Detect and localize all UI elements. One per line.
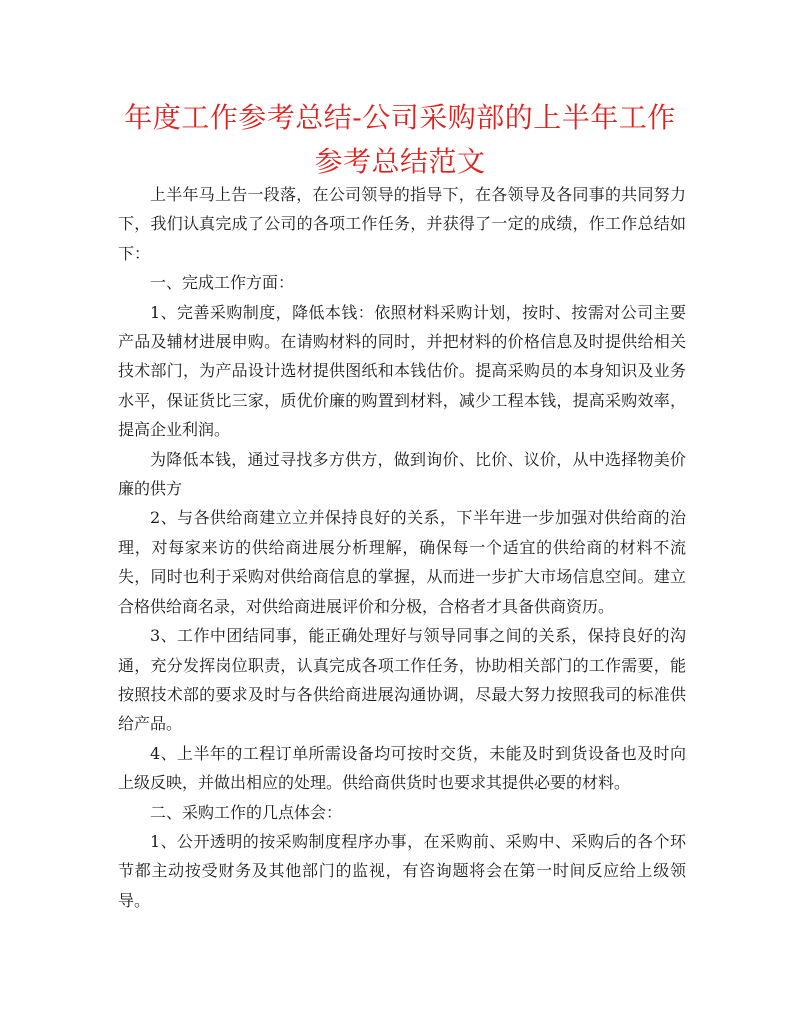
body-paragraph: 4、上半年的工程订单所需设备均可按时交货，未能及时到货设备也及时向上级反映，并做出相应的处理。供给商供货时也要求其提供必要的材料。	[118, 743, 686, 793]
body-paragraph: 2、与各供给商建立立并保持良好的关系，下半年进一步加强对供给商的治理，对每家来访的供给商进展分析理解，确保每一个适宜的供给商的材料不流失，同时也利于采购对供给商信息的掌握，从而进一步扩大市场信息空间。建立合格供给商名录，对供给商进展评价和分极，合格者才具备供商资历。	[118, 508, 686, 616]
body-paragraph: 为降低本钱，通过寻找多方供方，做到询价、比价、议价，从中选择物美价廉的供方	[118, 449, 686, 499]
body-paragraph: 3、工作中团结同事，能正确处理好与领导同事之间的关系，保持良好的沟通，充分发挥岗位职责，认真完成各项工作任务，协助相关部门的工作需要，能按照技术部的要求及时与各供给商进展沟通协调，尽最大努力按照我司的标准供给产品。	[118, 626, 686, 734]
section-heading-experience: 二、采购工作的几点体会：	[150, 802, 343, 822]
body-paragraph: 1、完善采购制度，降低本钱：依照材料采购计划，按时、按需对公司主要产品及辅材进展申购。在请购材料的同时，并把材料的价格信息及时提供给相关技术部门，为产品设计选材提供图纸和本钱估价。提高采购员的本身知识及业务水平，保证货比三家，质优价廉的购置到材料，减少工程本钱，提高采购效率，提高企业利润。	[118, 302, 686, 440]
document-title: 年度工作参考总结-公司采购部的上半年工作参考总结范文	[124, 101, 676, 178]
body-paragraph: 1、公开透明的按采购制度程序办事，在采购前、采购中、采购后的各个环节都主动按受财务及其他部门的监视，有咨询题将会在第一时间反应给上级领导。	[118, 831, 686, 910]
document-body	[118, 180, 686, 915]
section-heading-completed-work: 一、完成工作方面：	[150, 273, 295, 293]
intro-paragraph: 上半年马上告一段落，在公司领导的指导下，在各领导及各同事的共同努力下，我们认真完成了公司的各项工作任务，并获得了一定的成绩，作工作总结如下：	[118, 185, 686, 263]
